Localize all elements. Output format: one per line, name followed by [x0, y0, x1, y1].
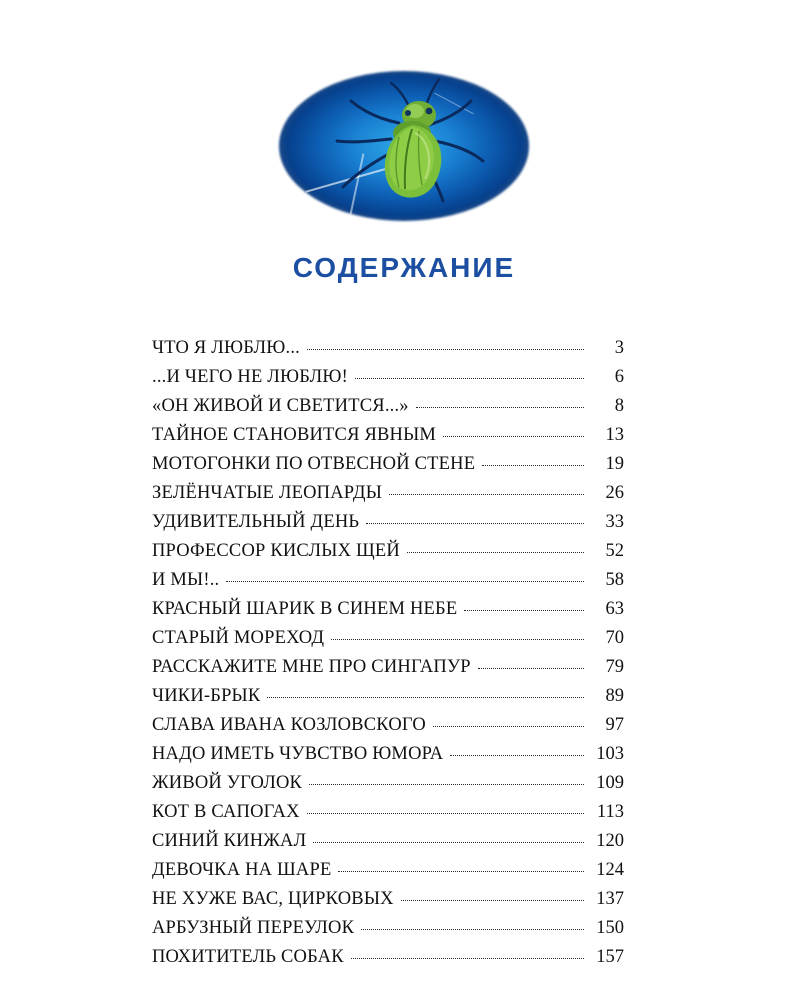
- toc-entry-page: 52: [605, 541, 624, 561]
- toc-leader-dots: [401, 886, 584, 901]
- toc-leader-dots: [355, 364, 584, 379]
- toc-entry-label: ЗЕЛЁНЧАТЫЕ ЛЕОПАРДЫ: [152, 483, 383, 503]
- toc-entry-page: 70: [605, 628, 624, 648]
- toc-leader-dots: [226, 567, 584, 582]
- toc-entry[interactable]: [152, 450, 624, 479]
- toc-leader-dots: [478, 654, 584, 669]
- toc-entry[interactable]: [152, 537, 624, 566]
- toc-entry-label: КОТ В САПОГАХ: [152, 802, 300, 822]
- toc-leader-dots: [443, 422, 584, 437]
- toc-leader-dots: [267, 683, 584, 698]
- toc-leader-dots: [433, 712, 584, 727]
- toc-entry[interactable]: [152, 914, 624, 943]
- beetle-illustration-inner: [264, 61, 544, 231]
- toc-entry-page: 109: [596, 773, 624, 793]
- toc-entry-page: 3: [614, 338, 624, 358]
- toc-entry-label: АРБУЗНЫЙ ПЕРЕУЛОК: [152, 918, 355, 938]
- toc-entry-page: 89: [605, 686, 624, 706]
- toc-entry-page: 79: [605, 657, 624, 677]
- toc-leader-dots: [351, 944, 584, 959]
- toc-entry-page: 97: [605, 715, 624, 735]
- toc-entry-label: ЖИВОЙ УГОЛОК: [152, 773, 303, 793]
- toc-leader-dots: [313, 828, 584, 843]
- toc-entry[interactable]: [152, 624, 624, 653]
- toc-leader-dots: [482, 451, 584, 466]
- toc-entry[interactable]: [152, 595, 624, 624]
- toc-entry-page: 63: [605, 599, 624, 619]
- toc-leader-dots: [307, 335, 584, 350]
- toc-entry-page: 8: [614, 396, 624, 416]
- toc-entry-label: УДИВИТЕЛЬНЫЙ ДЕНЬ: [152, 512, 360, 532]
- toc-entry[interactable]: [152, 740, 624, 769]
- toc-entry[interactable]: [152, 856, 624, 885]
- toc-entry-label: ПРОФЕССОР КИСЛЫХ ЩЕЙ: [152, 541, 400, 561]
- toc-entry[interactable]: [152, 653, 624, 682]
- toc-entry-label: ДЕВОЧКА НА ШАРЕ: [152, 860, 332, 880]
- toc-entry-label: НЕ ХУЖЕ ВАС, ЦИРКОВЫХ: [152, 889, 394, 909]
- toc-entry-label: ПОХИТИТЕЛЬ СОБАК: [152, 947, 344, 967]
- toc-entry[interactable]: [152, 943, 624, 972]
- toc-entry[interactable]: [152, 827, 624, 856]
- toc-leader-dots: [331, 625, 584, 640]
- toc-entry-label: СЛАВА ИВАНА КОЗЛОВСКОГО: [152, 715, 426, 735]
- toc-entry[interactable]: [152, 421, 624, 450]
- toc-entry-page: 157: [596, 947, 624, 967]
- toc-leader-dots: [366, 509, 584, 524]
- toc-entry[interactable]: [152, 334, 624, 363]
- toc-entry-label: ЧИКИ-БРЫК: [152, 686, 261, 706]
- toc-leader-dots: [309, 770, 584, 785]
- toc-entry-page: 19: [605, 454, 624, 474]
- toc-entry-page: 13: [605, 425, 624, 445]
- toc-entry-page: 58: [605, 570, 624, 590]
- toc-entry[interactable]: [152, 479, 624, 508]
- toc-entry-label: ...И ЧЕГО НЕ ЛЮБЛЮ!: [152, 367, 348, 387]
- toc-entry[interactable]: [152, 798, 624, 827]
- toc-entry-label: ТАЙНОЕ СТАНОВИТСЯ ЯВНЫМ: [152, 425, 437, 445]
- toc-entry-page: 120: [596, 831, 624, 851]
- toc-leader-dots: [464, 596, 584, 611]
- toc-entry[interactable]: [152, 682, 624, 711]
- toc-entry-label: «ОН ЖИВОЙ И СВЕТИТСЯ...»: [152, 396, 409, 416]
- toc-entry-label: СИНИЙ КИНЖАЛ: [152, 831, 307, 851]
- beetle-icon: [279, 71, 529, 221]
- toc-entry-page: 137: [596, 889, 624, 909]
- toc-entry-label: НАДО ИМЕТЬ ЧУВСТВО ЮМОРА: [152, 744, 444, 764]
- toc-leader-dots: [338, 857, 584, 872]
- toc-entry-page: 150: [596, 918, 624, 938]
- toc-leader-dots: [361, 915, 584, 930]
- toc-leader-dots: [389, 480, 584, 495]
- toc-leader-dots: [416, 393, 584, 408]
- toc-entry[interactable]: [152, 566, 624, 595]
- toc-leader-dots: [307, 799, 584, 814]
- toc-entry[interactable]: [152, 363, 624, 392]
- toc-entry-label: МОТОГОНКИ ПО ОТВЕСНОЙ СТЕНЕ: [152, 454, 476, 474]
- toc-entry[interactable]: [152, 711, 624, 740]
- toc-entry-page: 113: [596, 802, 624, 822]
- toc-entry-page: 6: [614, 367, 624, 387]
- toc-entry[interactable]: [152, 769, 624, 798]
- toc-leader-dots: [450, 741, 584, 756]
- toc-entry-page: 33: [605, 512, 624, 532]
- toc-entry-label: СТАРЫЙ МОРЕХОД: [152, 628, 325, 648]
- toc-entry[interactable]: [152, 885, 624, 914]
- page-title: СОДЕРЖАНИЕ: [292, 252, 516, 283]
- toc-entry[interactable]: [152, 508, 624, 537]
- toc-entry-page: 26: [605, 483, 624, 503]
- toc-entry-label: ЧТО Я ЛЮБЛЮ...: [152, 338, 300, 358]
- toc-leader-dots: [407, 538, 584, 553]
- toc-entry[interactable]: [152, 392, 624, 421]
- toc-entry-page: 124: [596, 860, 624, 880]
- beetle-illustration: [0, 56, 808, 236]
- table-of-contents: [152, 334, 624, 972]
- toc-entry-label: КРАСНЫЙ ШАРИК В СИНЕМ НЕБЕ: [152, 599, 458, 619]
- toc-entry-label: И МЫ!..: [152, 570, 220, 590]
- toc-entry-label: РАССКАЖИТЕ МНЕ ПРО СИНГАПУР: [152, 657, 471, 677]
- toc-entry-page: 103: [596, 744, 624, 764]
